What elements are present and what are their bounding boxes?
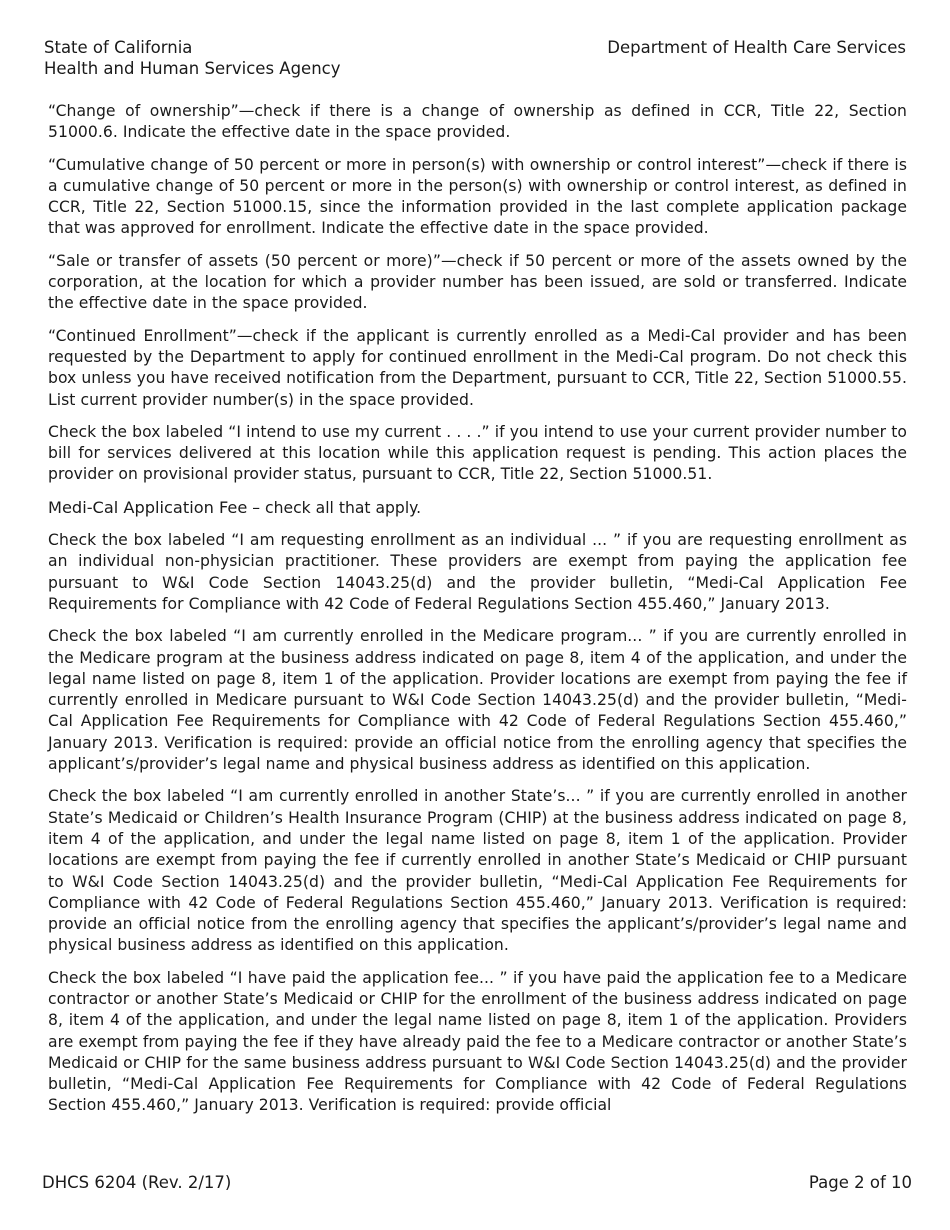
paragraph-medicare-enrolled: Check the box labeled “I am currently enrolled in the Medicare program... ” if you are currently enrolled in the Medicare program at the business address indicated on page 8, item 4 of the application, and under the legal name listed on page 8, item 1 of the application. Provider locations are exempt from paying the fee if currently enrolled in Medicare pursuant to W&I Code Section 14043.25(d) and the provider bulletin, “Medi-Cal Application Fee Requirements for Compliance with 42 Code of Federal Regulations Section 455.460,” January 2013. Verification is required: provide an official notice from the enrolling agency that specifies the applicant’s/provider’s legal name and physical business address as identified on this application.	[48, 627, 907, 774]
paragraph-fee-paid: Check the box labeled “I have paid the application fee... ” if you have paid the application fee to a Medicare contractor or another State’s Medicaid or CHIP for the enrollment of the business address indicated on page 8, item 4 of the application, and under the legal name listed on page 8, item 1 of the application. Providers are exempt from paying the fee if they have already paid the fee to a Medicare contractor or another State’s Medicaid or CHIP for the same business address pursuant to W&I Code Section 14043.25(d) and the provider bulletin, “Medi-Cal Application Fee Requirements for Compliance with 42 Code of Federal Regulations Section 455.460,” January 2013. Verification is required: provide official	[48, 968, 907, 1115]
page-header-agency	[44, 37, 341, 79]
paragraph-sale-or-transfer: “Sale or transfer of assets (50 percent or more)”—check if 50 percent or more of the assets owned by the corporation, at the location for which a provider number has been issued, are sold or transferred. Indicate the effective date in the space provided.	[48, 251, 907, 313]
state-name: State of California	[44, 38, 193, 57]
paragraph-individual-enrollment: Check the box labeled “I am requesting enrollment as an individual ... ” if you are requesting enrollment as an individual non-physician practitioner. These providers are exempt from paying the application fee pursuant to W&I Code Section 14043.25(d) and the provider bulletin, “Medi-Cal Application Fee Requirements for Compliance with 42 Code of Federal Regulations Section 455.460,” January 2013.	[48, 531, 907, 613]
paragraph-continued-enrollment: “Continued Enrollment”—check if the applicant is currently enrolled as a Medi-Cal provider and has been requested by the Department to apply for continued enrollment in the Medi-Cal program. Do not check this box unless you have received notification from the Department, pursuant to CCR, Title 22, Section 51000.55. List current provider number(s) in the space provided.	[48, 326, 908, 409]
section-heading-application-fee	[48, 497, 907, 519]
section-title: Medi-Cal Application Fee	[48, 497, 248, 517]
paragraph-intend-to-use-current: Check the box labeled “I intend to use my current . . . .” if you intend to use your current provider number to bill for services delivered at this location while this application request is pending. This action places the provider on provisional provider status, pursuant to CCR, Title 22, Section 51000.51.	[48, 422, 907, 484]
department-name: Department of Health Care Services	[607, 38, 906, 57]
paragraph-change-of-ownership: “Change of ownership”—check if there is a change of ownership as defined in CCR, Title 22, Section 51000.6. Indicate the effective date in the space provided.	[48, 102, 907, 142]
section-instruction: – check all that apply.	[247, 498, 422, 517]
paragraph-cumulative-change: “Cumulative change of 50 percent or more in person(s) with ownership or control interest”—check if there is a cumulative change of 50 percent or more in the person(s) with ownership or control interest, as defined in CCR, Title 22, Section 51000.15, since the information provided in the last complete application package that was approved for enrollment. Indicate the effective date in the space provided.	[48, 155, 907, 238]
form-number: DHCS 6204 (Rev. 2/17)	[42, 1173, 232, 1192]
paragraph-other-state-enrolled: Check the box labeled “I am currently enrolled in another State’s... ” if you are currently enrolled in another State’s Medicaid or Children’s Health Insurance Program (CHIP) at the business address indicated on page 8, item 4 of the application, and under the legal name listed on page 8, item 1 of the application. Provider locations are exempt from paying the fee if currently enrolled in another State’s Medicaid or CHIP pursuant to W&I Code Section 14043.25(d) and the provider bulletin, “Medi-Cal Application Fee Requirements for Compliance with 42 Code of Federal Regulations Section 455.460,” January 2013. Verification is required: provide an official notice from the enrolling agency that specifies the applicant’s/provider’s legal name and physical business address as identified on this application.	[48, 787, 907, 955]
document-body	[48, 101, 907, 1128]
agency-name: Health and Human Services Agency	[44, 59, 341, 78]
page-number: Page 2 of 10	[808, 1173, 912, 1192]
